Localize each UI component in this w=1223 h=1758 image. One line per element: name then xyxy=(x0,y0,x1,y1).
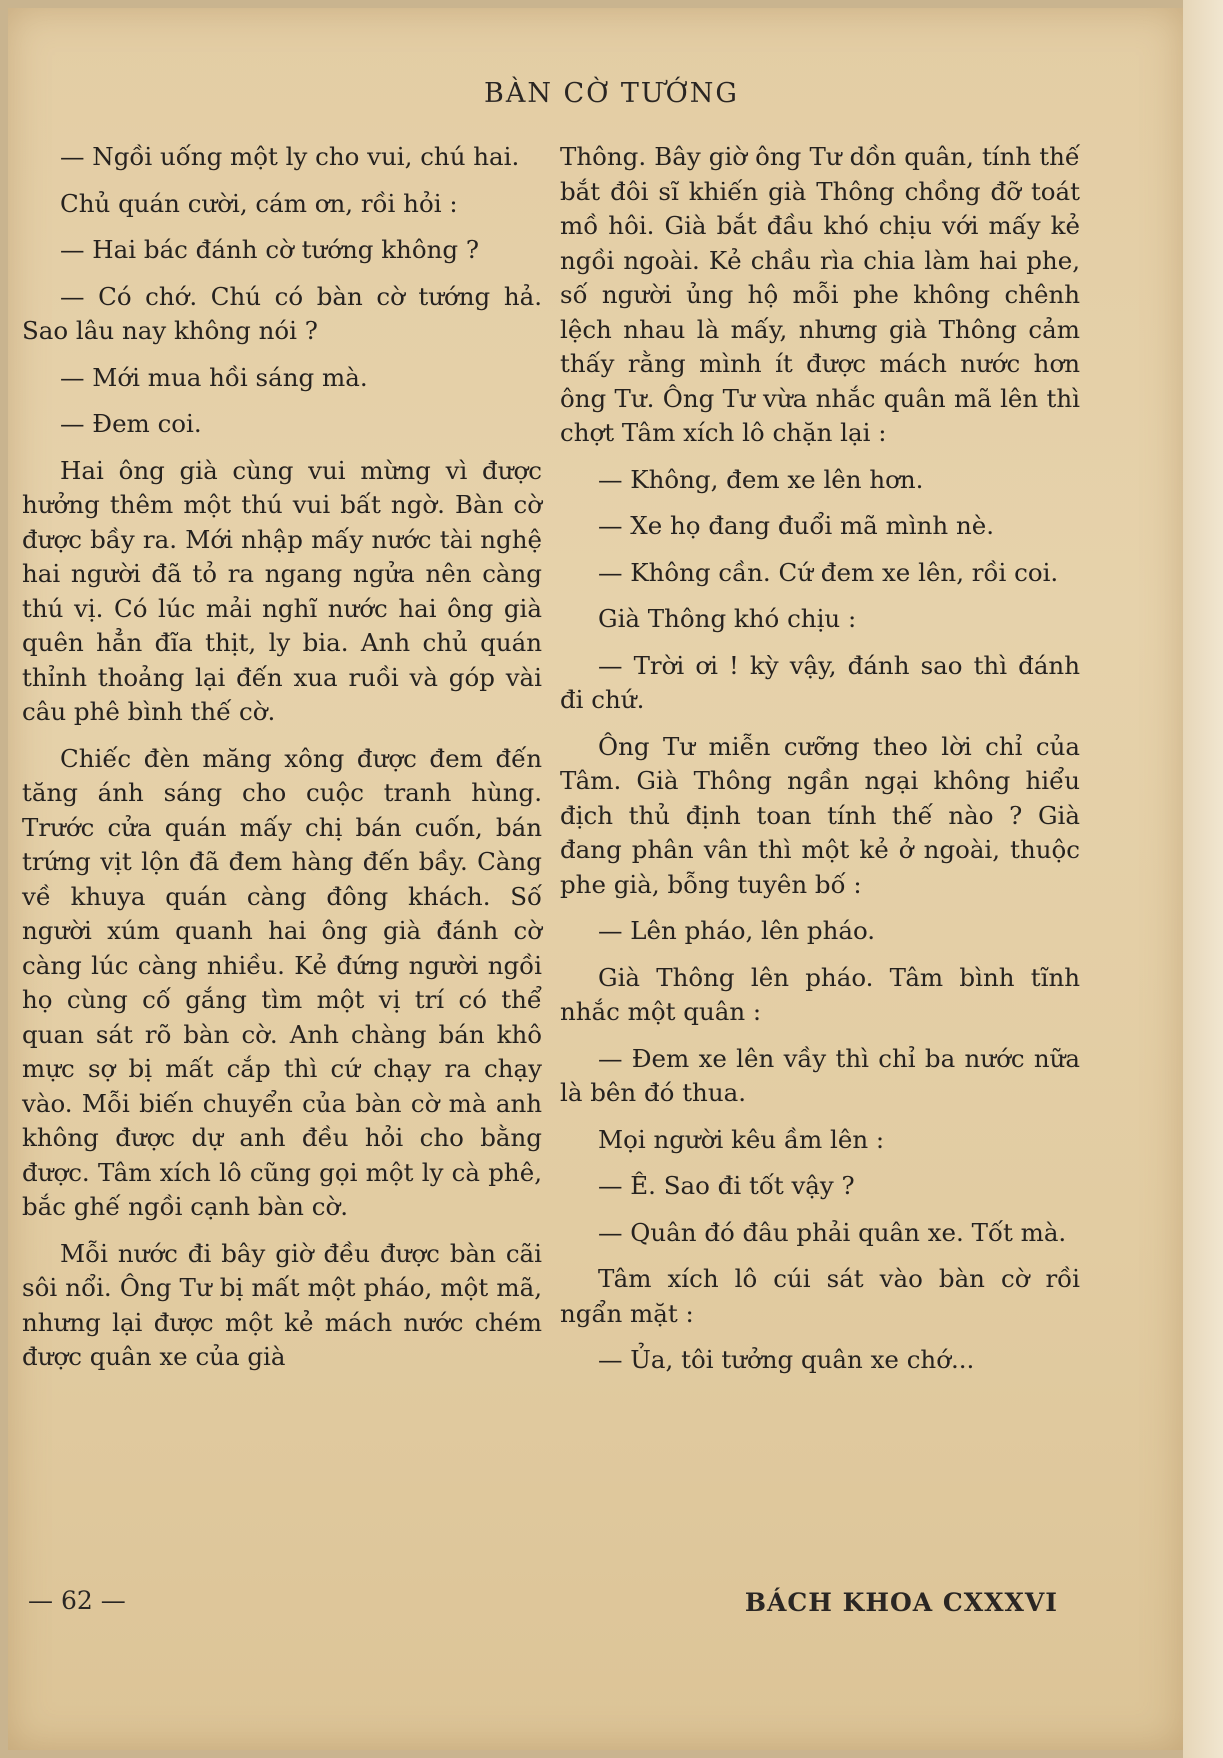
paragraph: — Ê. Sao đi tốt vậy ? xyxy=(598,1171,855,1200)
paragraph: — Ủa, tôi tưởng quân xe chớ... xyxy=(598,1345,975,1374)
paragraph: — Có chớ. Chú có bàn cờ tướng hả. Sao lâu nay không nói ? xyxy=(22,281,542,345)
paragraph: — Ngồi uống một ly cho vui, chú hai. xyxy=(60,142,520,171)
paragraph: — Không, đem xe lên hơn. xyxy=(598,464,924,494)
paragraph: Hai ông già cùng vui mừng vì được hưởng thêm một thú vui bất ngờ. Bàn cờ được bầy ra. Mới nhập mấy nước tài nghệ hai người đã tỏ ra ngang ngửa nên càng thú vị. Có lúc mải nghĩ nước hai ông già quên hẳn đĩa thịt, ly bia. Anh chủ quán thỉnh thoảng lại đến xua ruồi và góp vài câu phê bình thế cờ. xyxy=(22,455,542,726)
publication-title: BÁCH KHOA CXXXVI xyxy=(744,1588,1058,1617)
paragraph: — Hai bác đánh cờ tướng không ? xyxy=(60,235,479,264)
paragraph: Ông Tư miễn cưỡng theo lời chỉ của Tâm. Già Thông ngần ngại không hiểu địch thủ định toan tính thế nào ? Già đang phân vân thì một kẻ ở ngoài, thuộc phe già, bỗng tuyên bố : xyxy=(560,731,1080,899)
paragraph: — Không cần. Cứ đem xe lên, rồi coi. xyxy=(598,557,1059,587)
running-head: BÀN CỜ TƯỚNG xyxy=(483,78,740,109)
paragraph: — Quân đó đâu phải quân xe. Tốt mà. xyxy=(598,1217,1067,1247)
paragraph: Già Thông khó chịu : xyxy=(598,604,857,633)
page-edge xyxy=(1183,0,1223,1758)
paragraph: — Trời ơi ! kỳ vậy, đánh sao thì đánh đi chứ. xyxy=(560,650,1080,714)
paragraph: — Đem coi. xyxy=(60,409,202,438)
paragraph: — Xe họ đang đuổi mã mình nè. xyxy=(598,511,995,540)
paragraph: Chiếc đèn măng xông được đem đến tăng ánh sáng cho cuộc tranh hùng. Trước cửa quán mấy chị bán cuốn, bán trứng vịt lộn đã đem hàng đến bầy. Càng về khuya quán càng đông khách. Số người xúm quanh hai ông già đánh cờ càng lúc càng nhiều. Kẻ đứng người ngồi họ cùng cố gắng tìm một vị trí có thể quan sát rõ bàn cờ. Anh chàng bán khô mực sợ bị mất cắp thì cứ chạy ra chạy vào. Mỗi biến chuyển của bàn cờ mà anh không được dự anh đều hỏi cho bằng được. Tâm xích lô cũng gọi một ly cà phê, bắc ghế ngồi cạnh bàn cờ. xyxy=(22,743,542,1221)
paragraph: Tâm xích lô cúi sát vào bàn cờ rồi ngẩn mặt : xyxy=(560,1264,1080,1328)
paragraph: Mỗi nước đi bây giờ đều được bàn cãi sôi nổi. Ông Tư bị mất một pháo, một mã, nhưng lại được một kẻ mách nước chém được quân xe của già xyxy=(22,1238,542,1371)
paragraph: Già Thông lên pháo. Tâm bình tĩnh nhắc một quân : xyxy=(560,962,1080,1026)
paragraph-continued: Thông. Bây giờ ông Tư dồn quân, tính thế bắt đôi sĩ khiến già Thông chồng đỡ toát mồ hôi. Già bắt đầu khó chịu với mấy kẻ ngồi ngoài. Kẻ chầu rìa chia làm hai phe, số người ủng hộ mỗi phe không chênh lệch nhau là mấy, nhưng già Thông cảm thấy rằng mình ít được mách nước hơn ông Tư. Ông Tư vừa nhắc quân mã lên thì chợt Tâm xích lô chặn lại : xyxy=(560,142,1080,447)
paragraph: Chủ quán cười, cám ơn, rồi hỏi : xyxy=(60,188,458,218)
paragraph: Mọi người kêu ầm lên : xyxy=(598,1124,885,1154)
paragraph: — Đem xe lên vầy thì chỉ ba nước nữa là bên đó thua. xyxy=(560,1043,1080,1107)
paragraph: — Lên pháo, lên pháo. xyxy=(598,916,876,945)
page-number: — 62 — xyxy=(28,1586,126,1615)
paragraph: — Mới mua hồi sáng mà. xyxy=(60,362,368,392)
right-column xyxy=(560,140,1080,1390)
left-column xyxy=(22,140,542,1387)
